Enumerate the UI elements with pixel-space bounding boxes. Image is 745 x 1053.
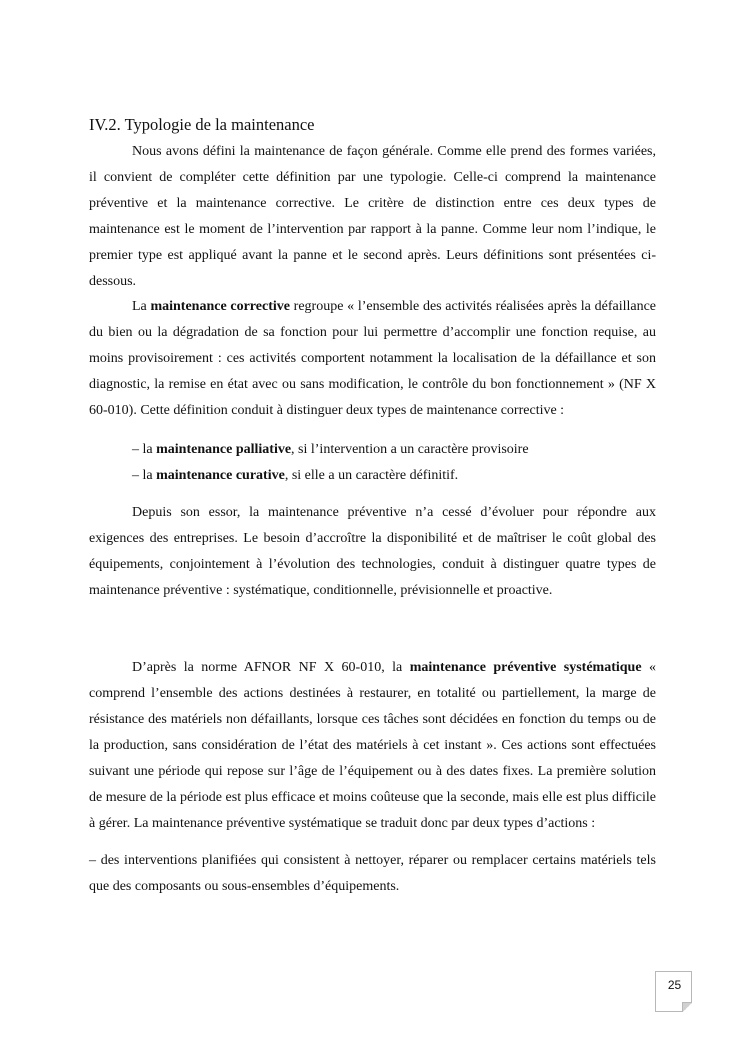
page-curl-icon [682,1002,692,1012]
systematic-text: « comprend l’ensemble des actions destinées à restaurer, en totalité ou partiellement, la marge de résistance des matériels non défaillants, lorsque ces tâches sont décidées en fonction du temps ou de la production, sans considération de l’état des matériels à cet instant ». Ces actions sont effectuées suivant une période qui repose sur l’âge de l’équipement ou à des dates fixes. La première solution de mesure de la période est plus efficace et moins coûteuse que la seconde, mais elle est plus difficile à gérer. La maintenance préventive systématique se traduit donc par deux types d’actions : [89,660,657,831]
corrective-paragraph [89,294,656,424]
actions-list-item: – des interventions planifiées qui consistent à nettoyer, réparer ou remplacer certains matériels tels que des composants ou sous-ensembles d’équipements. [89,852,656,894]
preventive-intro-paragraph: Depuis son essor, la maintenance préventive n’a cessé d’évoluer pour répondre aux exigences des entreprises. Le besoin d’accroître la disponibilité et de maîtriser le coût global des équipements, conjointement à l’évolution des technologies, conduit à distinguer quatre types de maintenance préventive : systématique, conditionnelle, prévisionnelle et proactive. [89,504,656,598]
systematic-paragraph [89,655,656,836]
page-number: 25 [667,978,682,992]
list-item [89,463,656,489]
systematic-prefix: D’après la norme AFNOR NF X 60-010, la [132,660,410,676]
systematic-term: maintenance préventive systématique [409,660,642,676]
list-item-term: maintenance palliative [156,441,292,457]
section-heading: IV.2. Typologie de la maintenance [89,115,315,134]
intro-paragraph: Nous avons défini la maintenance de façon générale. Comme elle prend des formes variées, il convient de compléter cette définition par une typologie. Celle-ci comprend la maintenance préventive et la maintenance corrective. Le critère de distinction entre ces deux types de maintenance est le moment de l’intervention par rapport à la panne. Comme leur nom l’indique, le premier type est appliqué avant la panne et le second après. Leurs définitions sont présentées ci-dessous. [89,144,656,289]
list-item [89,437,656,463]
corrective-text: regroupe « l’ensemble des activités réalisées après la défaillance du bien ou la dégradation de sa fonction pour lui permettre d’accomplir une fonction requise, au moins provisoirement : ces activités comportent notamment la localisation de la défaillance et son diagnostic, la remise en état avec ou sans modification, le contrôle du bon fonctionnement » (NF X 60-010). Cette définition conduit à distinguer deux types de maintenance corrective : [89,299,657,419]
page-body [89,114,656,900]
list-item-prefix: – la [132,441,157,457]
page-number-box [655,971,692,1012]
list-item-text: , si l’intervention a un caractère provisoire [291,441,529,457]
list-item-text: , si elle a un caractère définitif. [284,467,459,483]
list-item-prefix: – la [132,467,157,483]
corrective-prefix: La [132,299,151,315]
list-item-term: maintenance curative [156,467,285,483]
corrective-term: maintenance corrective [150,299,290,315]
corrective-types-list [89,437,656,489]
